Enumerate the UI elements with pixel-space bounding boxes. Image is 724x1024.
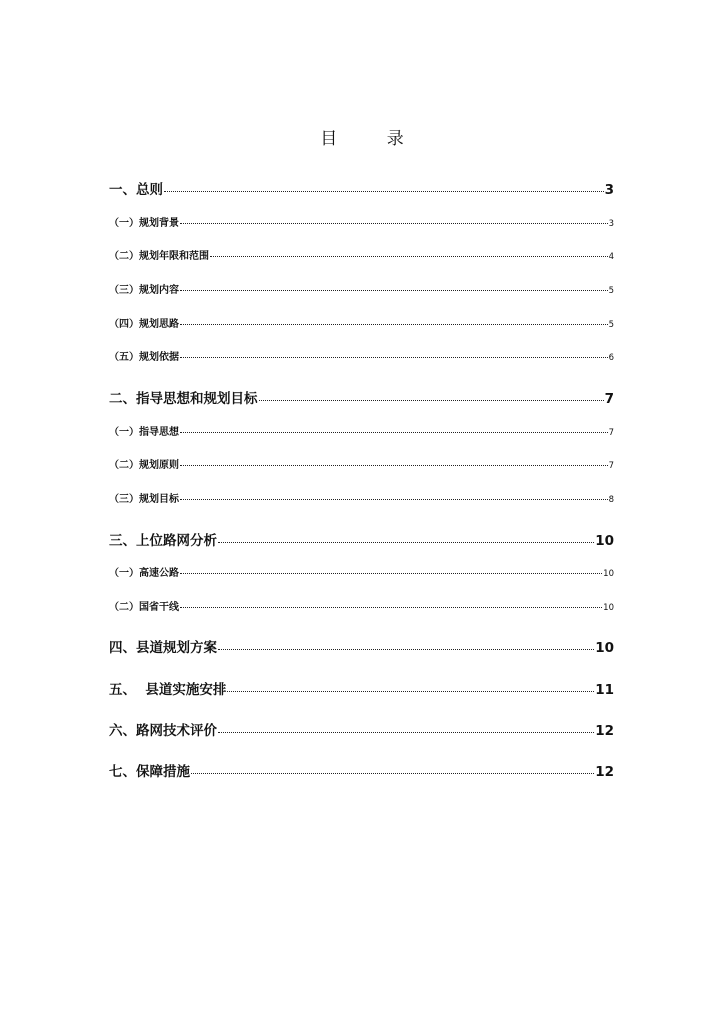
toc-entry-label: （一）指导思想 (109, 427, 179, 438)
toc-entry-label: （五）规划依据 (109, 352, 179, 363)
toc-entry-page: 7 (608, 428, 614, 438)
toc-entry-page: 6 (608, 353, 614, 363)
toc-entry-page: 5 (608, 286, 614, 296)
toc-list (109, 0, 614, 1024)
toc-entry-2-2[interactable] (109, 456, 614, 471)
toc-entry-page: 10 (603, 569, 614, 579)
toc-entry-5[interactable] (109, 678, 614, 698)
toc-entry-4[interactable] (109, 636, 614, 656)
dot-leader (218, 639, 594, 653)
dot-leader (210, 249, 608, 259)
toc-entry-1-4[interactable] (109, 315, 614, 330)
toc-entry-page: 10 (603, 603, 614, 613)
toc-entry-2-3[interactable] (109, 490, 614, 505)
toc-entry-label: （二）国省干线 (109, 602, 179, 613)
dot-leader (218, 532, 594, 546)
toc-entry-page: 11 (595, 682, 614, 698)
toc-entry-label: （一）规划背景 (109, 218, 179, 229)
toc-entry-label: 五、 县道实施安排 (109, 682, 227, 698)
toc-entry-label: （二）规划年限和范围 (109, 251, 209, 262)
dot-leader (180, 600, 602, 610)
toc-entry-page: 5 (608, 320, 614, 330)
toc-entry-label: 四、县道规划方案 (109, 640, 217, 656)
dot-leader (164, 181, 604, 195)
dot-leader (180, 350, 608, 360)
toc-entry-1-5[interactable] (109, 348, 614, 363)
toc-entry-page: 8 (608, 495, 614, 505)
dot-leader (180, 492, 608, 502)
toc-entry-label: （二）规划原则 (109, 460, 179, 471)
dot-leader (180, 216, 608, 226)
toc-entry-label: 二、指导思想和规划目标 (109, 391, 258, 407)
dot-leader (259, 390, 604, 404)
toc-entry-2-1[interactable] (109, 423, 614, 438)
toc-entry-label: （一）高速公路 (109, 568, 179, 579)
toc-entry-1-3[interactable] (109, 281, 614, 296)
toc-entry-label: （四）规划思路 (109, 319, 179, 330)
toc-title: 目 录 (320, 129, 426, 149)
toc-entry-page: 12 (595, 764, 614, 780)
toc-entry-page: 10 (595, 640, 614, 656)
dot-leader (180, 566, 602, 576)
toc-entry-page: 12 (595, 723, 614, 739)
toc-entry-3-2[interactable] (109, 598, 614, 613)
toc-entry-label: 三、上位路网分析 (109, 533, 217, 549)
toc-entry-2[interactable] (109, 387, 614, 407)
toc-entry-1[interactable] (109, 178, 614, 198)
toc-entry-page: 10 (595, 533, 614, 549)
toc-entry-7[interactable] (109, 760, 614, 780)
toc-entry-page: 7 (604, 391, 614, 407)
toc-entry-page: 4 (608, 252, 614, 262)
dot-leader (180, 425, 608, 435)
dot-leader (191, 763, 594, 777)
toc-entry-label: 六、路网技术评价 (109, 723, 217, 739)
dot-leader (218, 722, 594, 736)
toc-entry-page: 3 (604, 182, 614, 198)
toc-entry-label: 七、保障措施 (109, 764, 190, 780)
dot-leader (180, 458, 608, 468)
dot-leader (180, 283, 608, 293)
toc-entry-6[interactable] (109, 719, 614, 739)
toc-entry-page: 7 (608, 461, 614, 471)
dot-leader (227, 681, 594, 695)
toc-entry-1-1[interactable] (109, 214, 614, 229)
toc-entry-label: （三）规划目标 (109, 494, 179, 505)
toc-entry-label: （三）规划内容 (109, 285, 179, 296)
toc-entry-label: 一、总则 (109, 182, 163, 198)
toc-entry-3-1[interactable] (109, 564, 614, 579)
toc-entry-3[interactable] (109, 529, 614, 549)
dot-leader (180, 317, 608, 327)
toc-entry-1-2[interactable] (109, 247, 614, 262)
toc-entry-page: 3 (608, 219, 614, 229)
